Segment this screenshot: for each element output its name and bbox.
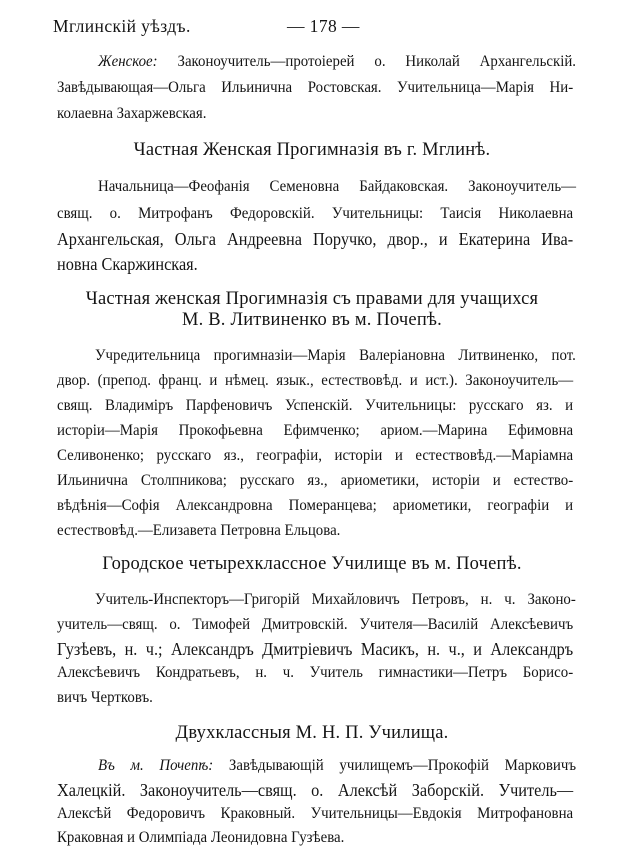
two-class-schools-title: Двухклассныя М. Н. П. Училища. bbox=[175, 723, 449, 743]
city-school-line-3: Гузѣевъ, н. ч.; Александръ Дмитріевичъ Масикъ, н. ч., и Александръ bbox=[57, 639, 574, 659]
pochep-line-6: Ильинична Столпникова; русскаго яз., ариометики, исторіи и естество- bbox=[57, 472, 574, 489]
two-class-line-2: Халецкій. Законоучитель—свящ. о. Алексѣй Заборскій. Учитель— bbox=[57, 780, 574, 800]
mglin-line-4: новна Скаржинская. bbox=[57, 254, 198, 274]
mglin-line-3: Архангельская, Ольга Андреевна Поручко, двор., и Екатерина Ива- bbox=[57, 229, 574, 249]
two-class-line-4: Краковная и Олимпіада Леонидовна Гузѣева. bbox=[57, 829, 345, 846]
pochep-line-7: вѣдѣнія—Софія Александровна Померанцева; ариометики, географіи и bbox=[57, 497, 574, 514]
city-school-title: Городское четырехклассное Училище въ м. Почепѣ. bbox=[102, 554, 522, 574]
zhenskoe-line-2: Завѣдывающая—Ольга Ильинична Ростовская. Учительница—Марія Ни- bbox=[57, 79, 574, 96]
progymnasium-mglin-title: Частная Женская Прогимназія въ г. Мглинѣ. bbox=[133, 140, 491, 160]
zhenskoe-line-1: Женское: Законоучитель—протоіерей о. Николай Архангельскій. bbox=[98, 53, 577, 70]
city-school-line-2: учитель—свящ. о. Тимофей Дмитровскій. Учителя—Василій Алексѣевичъ bbox=[57, 616, 574, 633]
zhenskoe-label: Женское: bbox=[98, 53, 158, 70]
city-school-line-5: вичъ Чертковъ. bbox=[57, 689, 153, 706]
page-number: — 178 — bbox=[287, 16, 360, 36]
pochep-line-8: естествовѣд.—Елизавета Петровна Ельцова. bbox=[57, 522, 341, 539]
city-school-line-1: Учитель-Инспекторъ—Григорій Михайловичъ Петровъ, н. ч. Законо- bbox=[95, 591, 576, 608]
pochep-location-label: Въ м. Почепѣ: bbox=[98, 757, 214, 774]
pochep-line-3: свящ. Владиміръ Парфеновичъ Успенскій. Учительницы: русскаго яз. и bbox=[57, 397, 574, 414]
pochep-line-5: Селивоненко; русскаго яз., географіи, исторіи и естествовѣд.—Маріамна bbox=[57, 447, 574, 464]
pochep-line-1: Учредительница прогимназіи—Марія Валеріановна Литвиненко, пот. bbox=[95, 347, 576, 364]
page-header bbox=[53, 18, 191, 36]
district-title: Мглинскій уѣздъ. bbox=[53, 16, 191, 36]
mglin-line-2: свящ. о. Митрофанъ Федоровскій. Учительницы: Таисія Николаевна bbox=[57, 205, 574, 222]
pochep-line-2: двор. (препод. франц. и нѣмец. язык., естествовѣд. и ист.). Законоучитель— bbox=[57, 372, 574, 389]
two-class-line-3: Алексѣй Федоровичъ Краковный. Учительницы—Евдокія Митрофановна bbox=[57, 805, 574, 822]
progymnasium-pochep-title-1: Частная женская Прогимназія съ правами для учащихся bbox=[85, 289, 539, 309]
mglin-line-1: Начальница—Феофанія Семеновна Байдаковская. Законоучитель— bbox=[98, 178, 577, 195]
zhenskoe-line-3: колаевна Захаржевская. bbox=[57, 105, 207, 122]
two-class-line-1: Въ м. Почепѣ: Завѣдывающій училищемъ—Прокофій Марковичъ bbox=[98, 757, 577, 774]
progymnasium-pochep-title-2: М. В. Литвиненко въ м. Почепѣ. bbox=[181, 310, 443, 330]
city-school-line-4: Алексѣевичъ Кондратьевъ, н. ч. Учитель гимнастики—Петръ Борисо- bbox=[57, 664, 574, 681]
pochep-line-4: исторіи—Марія Прокофьевна Ефимченко; ариом.—Марина Ефимовна bbox=[57, 422, 574, 439]
